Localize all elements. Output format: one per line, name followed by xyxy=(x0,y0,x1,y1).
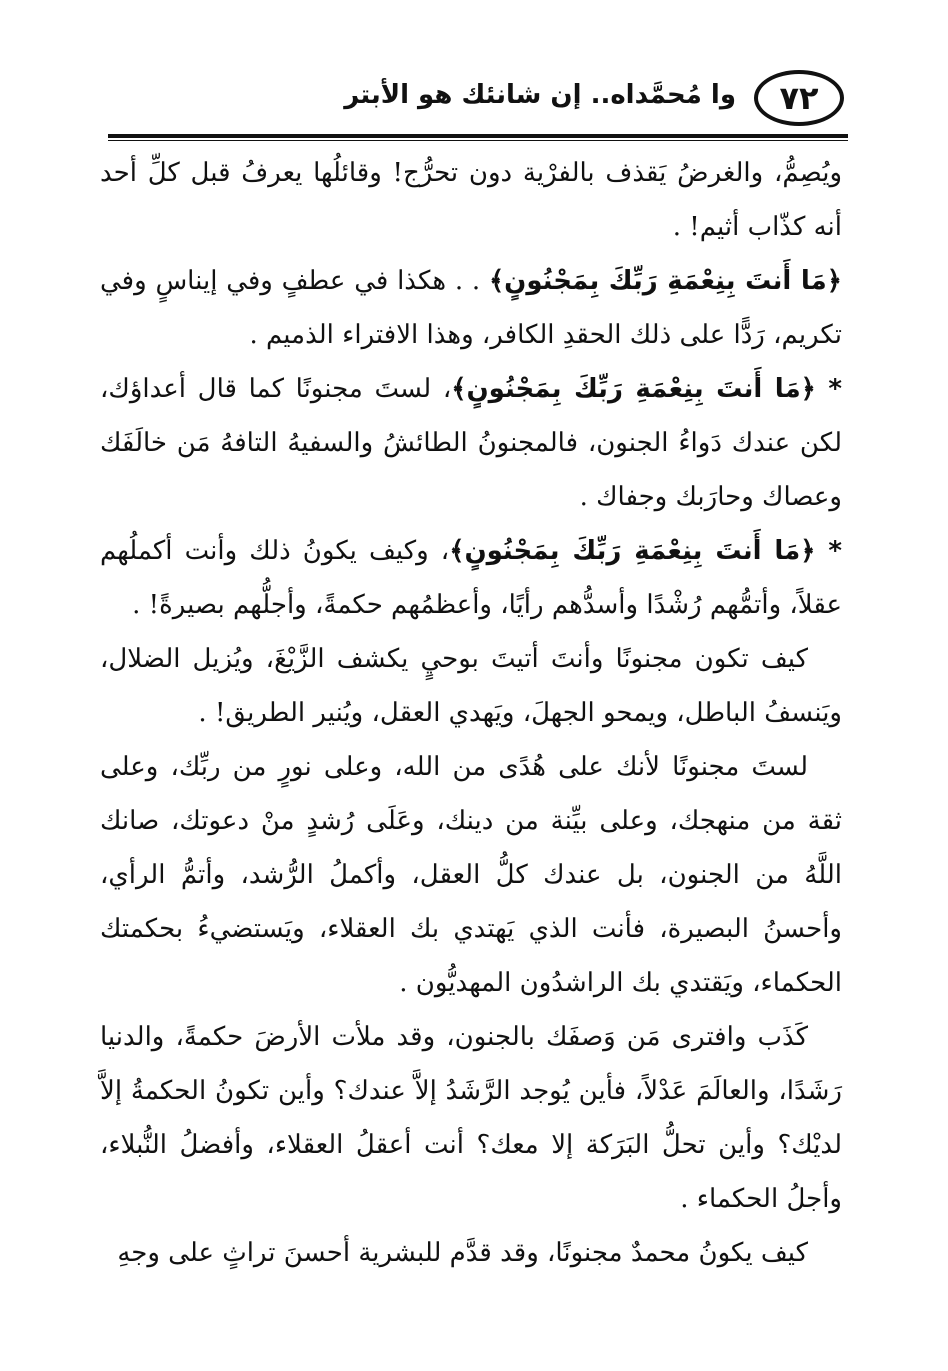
quran-verse: ﴿مَا أَنتَ بِنِعْمَةِ رَبِّكَ بِمَجْنُونٍ﴾ xyxy=(449,536,816,566)
paragraph-text: ، لستَ مجنونًا كما قال أعداؤك، لكن عندك دَواءُ الجنون، فالمجنونُ الطائشُ والسفيهُ التافهُ مَن خالَفَك وعصاك وحارَبك وجفاك . xyxy=(100,374,842,512)
quran-verse: ﴿مَا أَنتَ بِنِعْمَةِ رَبِّكَ بِمَجْنُونٍ﴾ xyxy=(451,374,816,404)
paragraph-text: كيف يكونُ محمدٌ مجنونًا، وقد قدَّم للبشرية أحسنَ تراثٍ على وجهِ xyxy=(117,1238,808,1268)
paragraph xyxy=(100,1010,842,1226)
paragraph-text: لستَ مجنونًا لأنك على هُدًى من الله، وعلى نورٍ من ربِّك، وعلى ثقة من منهجك، وعلى بيِّنة من دينك، وعَلَى رُشدٍ منْ دعوتك، صانك اللَّهُ من الجنون، بل عندك كلُّ العقل، وأكملُ الرُّشد، وأتمُّ الرأي، وأحسنُ البصيرة، فأنت الذي يَهتدي بك العقلاء، ويَستضيءُ بحكمتك الحكماء، ويَقتدي بك الراشدُون المهديُّون . xyxy=(100,752,842,998)
quran-verse: ﴿مَا أَنتَ بِنِعْمَةِ رَبِّكَ بِمَجْنُونٍ﴾ xyxy=(488,266,843,296)
paragraph-text: ، وكيف يكونُ ذلك وأنت أكملُهم عقلاً، وأتمُّهم رُشْدًا وأسدُّهم رأيًا، وأعظمُهم حكمةً، وأجلُّهم بصيرةً! . xyxy=(100,536,842,620)
paragraph-text: ويُصِمُّ، والغرضُ يَقذف بالفرْية دون تحرُّج! وقائلُها يعرفُ قبل كلِّ أحد أنه كذّاب أثيم! . xyxy=(100,158,842,242)
paragraph xyxy=(100,362,842,524)
bullet-star: * xyxy=(815,374,842,404)
header-rule-thin xyxy=(108,140,848,141)
page-header xyxy=(96,60,848,140)
paragraph xyxy=(100,740,842,1010)
paragraph xyxy=(100,254,842,362)
header-rule xyxy=(108,134,848,138)
page-number: ٧٢ xyxy=(779,79,819,117)
body-text xyxy=(100,146,842,1280)
paragraph-text: . . هكذا في عطفٍ وفي إيناسٍ وفي تكريم، رَدًّا على ذلك الحقدِ الكافر، وهذا الافتراء الذميم . xyxy=(100,266,842,350)
page-number-badge xyxy=(754,70,844,126)
bullet-star: * xyxy=(815,536,842,566)
paragraph xyxy=(100,524,842,632)
paragraph xyxy=(100,1226,842,1280)
running-title: وا مُحمَّداه.. إن شانئك هو الأبتر xyxy=(344,80,736,110)
paragraph xyxy=(100,146,842,254)
paragraph-text: كَذَب وافترى مَن وَصفَك بالجنون، وقد ملأت الأرضَ حكمةً، والدنيا رَشَدًا، والعالَمَ عَدْلاً، فأين يُوجد الرَّشَدُ إلاَّ عندك؟ وأين تكونُ الحكمةُ إلاَّ لديْك؟ وأين تحلُّ البَرَكة إلا معك؟ أنت أعقلُ العقلاء، وأفضلُ النُّبلاء، وأجلُ الحكماء . xyxy=(100,1022,842,1214)
paragraph xyxy=(100,632,842,740)
paragraph-text: كيف تكون مجنونًا وأنتَ أتيتَ بوحيٍ يكشف الزَّيْغَ، ويُزيل الضلال، ويَنسفُ الباطل، ويمحو الجهلَ، ويَهدي العقل، ويُنير الطريق! . xyxy=(100,644,842,728)
